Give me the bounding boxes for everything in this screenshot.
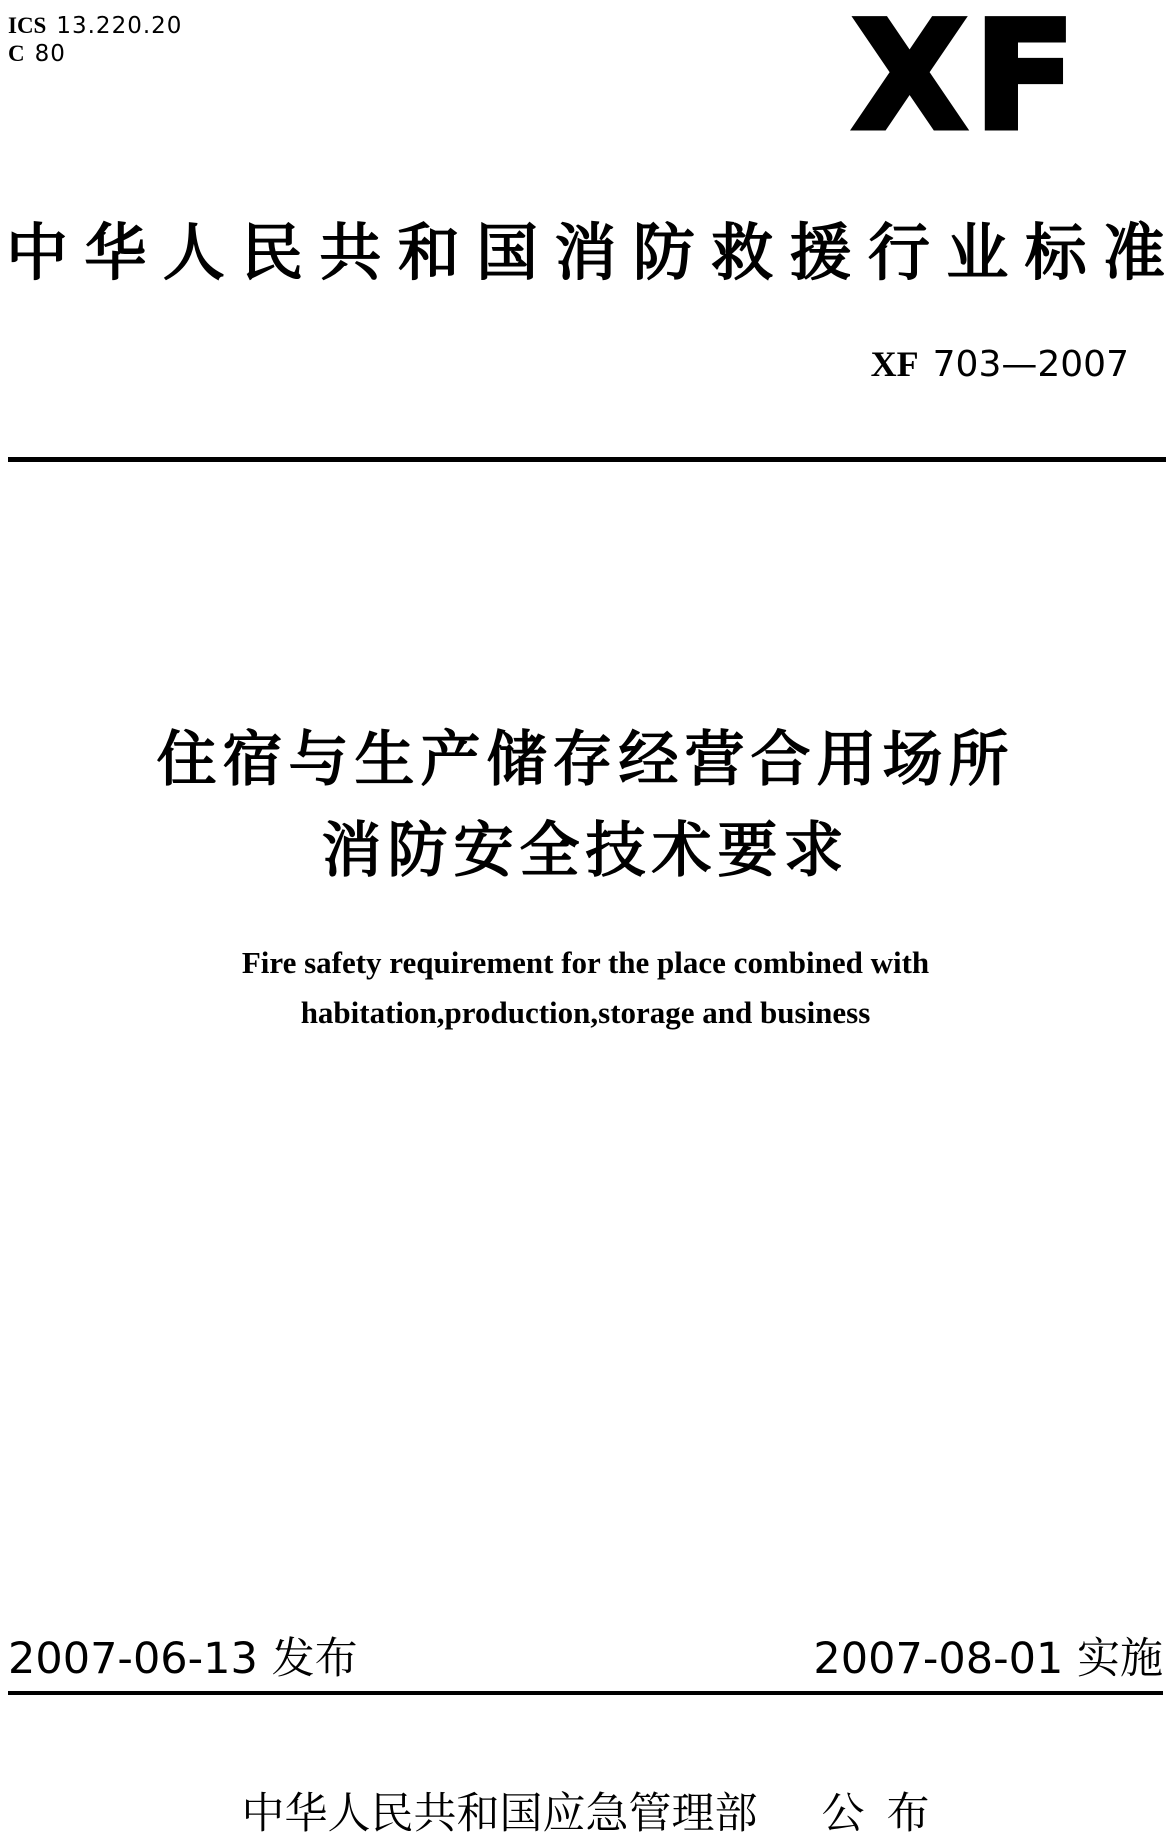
ics-value: 13.220.20: [56, 13, 183, 39]
document-title-cn: [0, 726, 1171, 884]
implementation-date-line: [813, 1636, 1163, 1683]
document-title-en-line1: Fire safety requirement for the place combined with: [241, 945, 930, 980]
issue-label: 发布: [271, 1634, 358, 1684]
document-title-cn-line2: 消防安全技术要求: [321, 817, 850, 885]
implementation-label: 实施: [1077, 1634, 1163, 1684]
document-title-cn-line1: 住宿与生产储存经营合用场所: [156, 726, 1015, 793]
date-row: [8, 1636, 1163, 1683]
issue-date: 2007-06-13: [8, 1634, 258, 1684]
implementation-date: 2007-08-01: [813, 1634, 1064, 1684]
ics-label: ICS: [8, 13, 47, 38]
issuer-name: 中华人民共和国应急管理部: [241, 1790, 758, 1837]
issuer-line: [0, 1791, 1171, 1837]
issue-date-line: [8, 1636, 358, 1683]
xf-logo: XF: [851, 0, 1082, 164]
document-title-en: [0, 938, 1171, 1038]
class-label: C: [8, 41, 25, 66]
class-line: [8, 40, 182, 68]
class-value: 80: [34, 41, 66, 67]
ics-line: [8, 12, 182, 40]
document-title-en-line2: habitation,production,storage and business: [300, 995, 871, 1030]
org-heading: 中华人民共和国消防救援行业标准: [6, 220, 1165, 288]
top-divider-rule: [8, 457, 1166, 462]
bottom-divider-rule: [8, 1691, 1163, 1695]
standard-number: [871, 344, 1129, 385]
classification-codes: [8, 12, 182, 68]
standard-number-prefix: XF: [870, 344, 919, 384]
standard-number-code: 703—2007: [932, 344, 1129, 385]
publish-label: 公 布: [821, 1790, 930, 1837]
